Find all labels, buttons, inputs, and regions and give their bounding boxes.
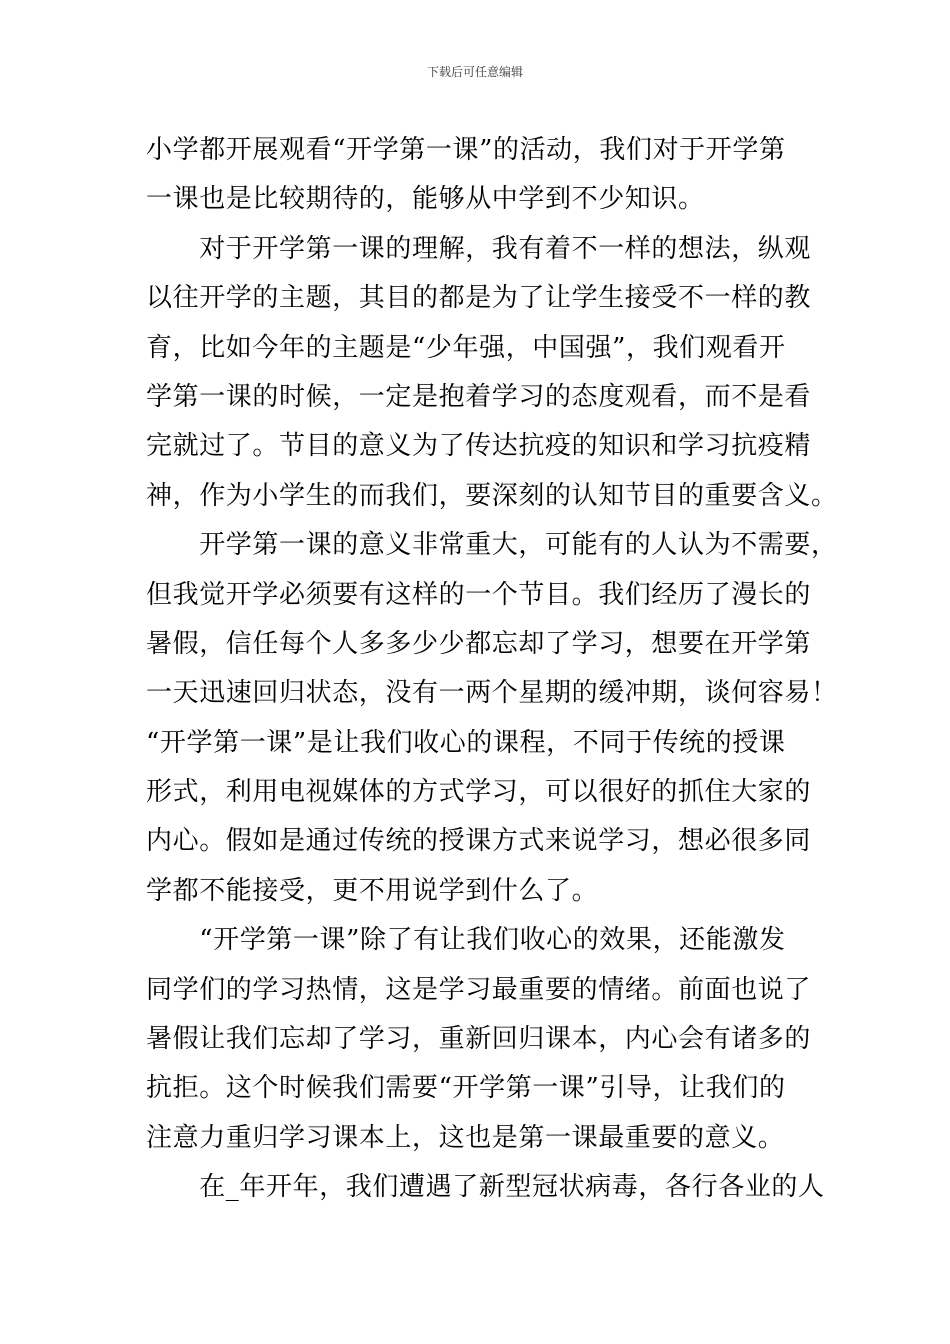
page-header: 下载后可任意编辑	[426, 65, 523, 79]
text-line: 学都不能接受，更不用说学到什么了。	[146, 875, 599, 906]
text-line: 神，作为小学生的而我们，要深刻的认知节目的重要含义。	[146, 480, 838, 511]
text-line: 一天迅速回归状态，没有一两个星期的缓冲期，谈何容易！	[146, 678, 838, 709]
text-line: 暑假让我们忘却了学习，重新回归课本，内心会有诸多的	[146, 1024, 812, 1055]
text-line: “开学第一课”除了有让我们收心的效果，还能激发	[146, 925, 786, 956]
text-line: 形式，利用电视媒体的方式学习，可以很好的抓住大家的	[146, 777, 812, 808]
text-line: 一课也是比较期待的，能够从中学到不少知识。	[146, 184, 705, 215]
text-line: 抗拒。这个时候我们需要“开学第一课”引导，让我们的	[146, 1073, 786, 1104]
text-line: 同学们的学习热情，这是学习最重要的情绪。前面也说了	[146, 974, 812, 1005]
document-body	[146, 126, 838, 1213]
text-line: 暑假，信任每个人多多少少都忘却了学习，想要在开学第	[146, 628, 812, 659]
text-line: 学第一课的时候，一定是抱着学习的态度观看，而不是看	[146, 381, 812, 412]
text-line: 开学第一课的意义非常重大，可能有的人认为不需要，	[146, 530, 838, 561]
text-line: 以往开学的主题，其目的都是为了让学生接受不一样的教	[146, 283, 812, 314]
text-line: 育，比如今年的主题是“少年强，中国强”，我们观看开	[146, 332, 786, 363]
text-line: “开学第一课”是让我们收心的课程，不同于传统的授课	[146, 727, 786, 758]
text-line: 在_年开年，我们遭遇了新型冠状病毒，各行各业的人	[146, 1172, 825, 1203]
text-line: 内心。假如是通过传统的授课方式来说学习，想必很多同	[146, 826, 812, 857]
text-line: 完就过了。节目的意义为了传达抗疫的知识和学习抗疫精	[146, 431, 812, 462]
text-line: 小学都开展观看“开学第一课”的活动，我们对于开学第	[146, 135, 786, 165]
text-line: 注意力重归学习课本上，这也是第一课最重要的意义。	[146, 1122, 785, 1153]
text-line: 对于开学第一课的理解，我有着不一样的想法，纵观	[146, 233, 812, 264]
text-line: 但我觉开学必须要有这样的一个节目。我们经历了漫长的	[146, 579, 812, 610]
